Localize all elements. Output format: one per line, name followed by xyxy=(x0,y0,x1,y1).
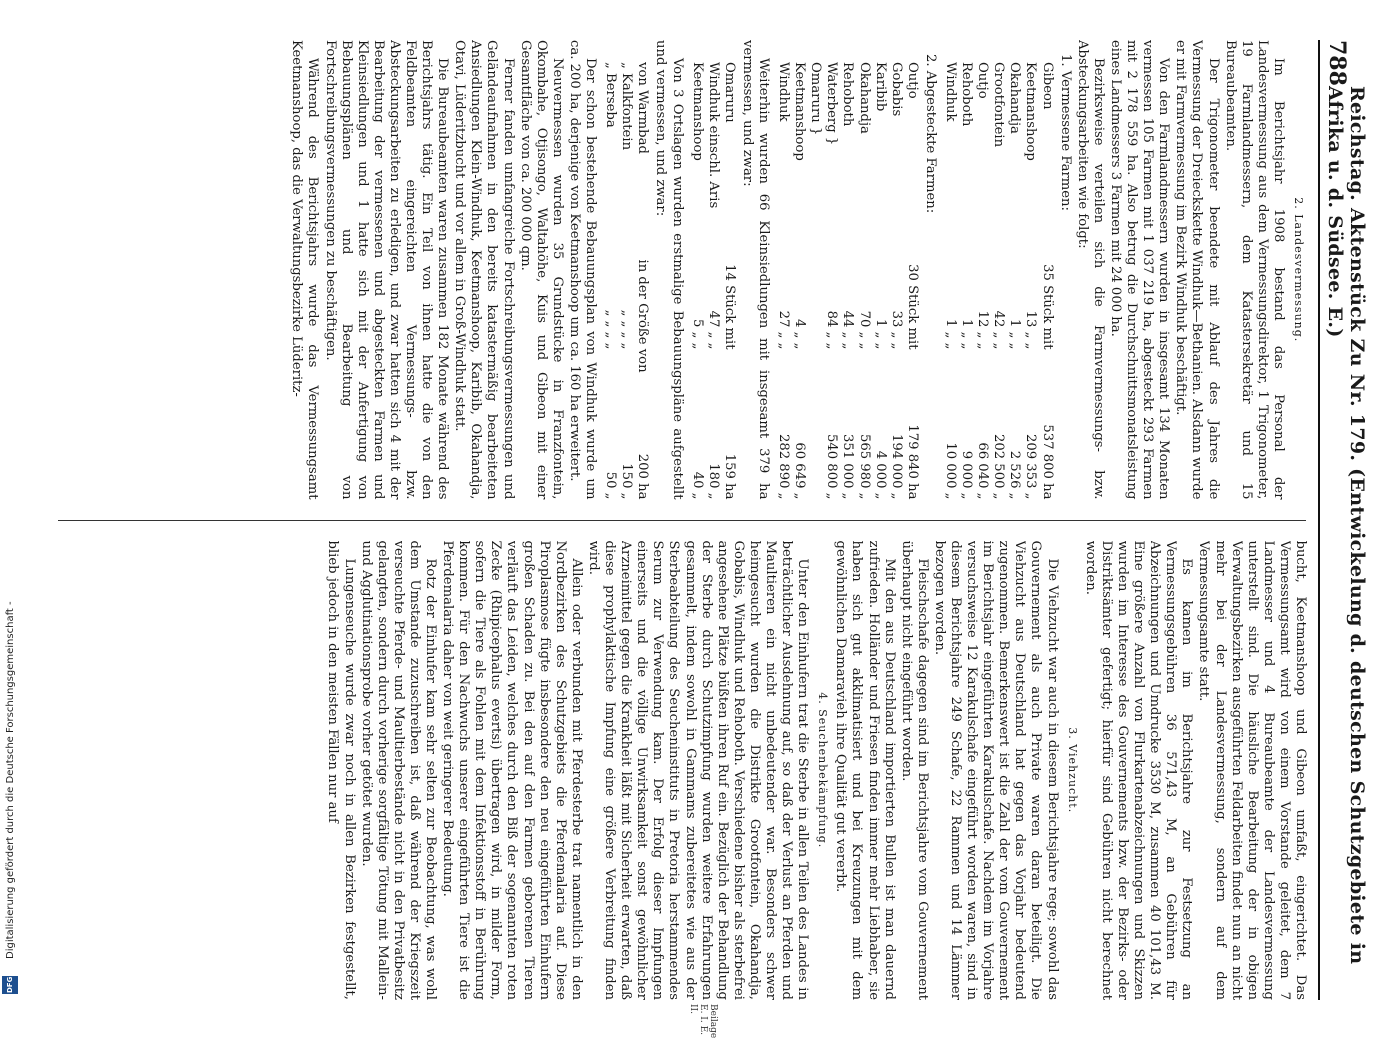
row-quantity: 1 „ „ xyxy=(1007,319,1023,350)
row-name: Keetmanshoop xyxy=(689,62,705,161)
row-quantity: 1 „ „ xyxy=(959,319,975,350)
row-area: 351 000 „ xyxy=(840,433,856,500)
list-row xyxy=(855,40,871,500)
row-quantity: 84 „ „ xyxy=(824,310,840,350)
list-row xyxy=(823,40,839,500)
row-quantity: 12 „ „ xyxy=(975,310,991,350)
list-row xyxy=(618,40,634,500)
row-area: 200 ha xyxy=(635,453,651,500)
row-area: 66 040 „ xyxy=(975,442,991,500)
paragraph: Die Viehzucht war auch in diesem Berichtsjahre rege; sowohl das Gouvernement als auch Private waren daran beteiligt. Die Viehzucht aus Deutschland hat gegen das Vorjahr bedeutend zugenommen. Bemerkenswert ist die Zahl der vom Gouvernement im Berichtsjahr eingeführten Karakulschafe. Nachdem im Vorjahre versuchsweise 12 Karakulschafe eingeführt worden waren, sind in diesem Berichtsjahre 249 Schafe, 22 Rammen und 14 Lämmer bezogen worden. xyxy=(931,540,1060,1000)
row-quantity: 27 „ „ xyxy=(776,310,792,350)
row-name: Okahandja xyxy=(856,62,872,134)
dfg-logo: DFG xyxy=(2,976,18,994)
list-row xyxy=(1022,40,1038,500)
building-plans-list xyxy=(602,40,650,500)
row-area: 209 353 „ xyxy=(1023,433,1039,500)
list-row xyxy=(791,40,807,500)
paragraph: Der schon bestehende Bebauungsplan von Windhuk wurde um ca. 200 ha, derjenige von Keetmanshoop um ca. 160 ha erweitert. xyxy=(566,40,599,500)
paragraph: Während des Berichtsjahrs wurde das Vermessungsamt Keetmanshoop, das die Verwaltungsbezirke Lüderitz- xyxy=(289,40,321,500)
paragraph: Der Trigonometer beendete mit Ablauf des Jahres die Vermessung der Dreieckskette Windhuk—Bethanien. Alsdann wurde er mit Farmvermessung im Bezirk Windhuk beschäftigt. xyxy=(1173,40,1221,500)
row-name: Okahandja xyxy=(1007,62,1023,134)
list-row xyxy=(602,40,618,500)
row-name: Outjo xyxy=(975,62,991,99)
right-column xyxy=(58,541,1308,1001)
row-name: von Warmbad xyxy=(635,62,651,154)
paragraph: Neuvermessen wurden 35 Grundstücke in Franzfontein, Okombahe, Otjisongo, Waltahöhe, Kuis und Gibeon mit einer Gesamtfläche von ca. 200 000 qm. xyxy=(517,40,565,500)
list-heading: 2. Abgesteckte Farmen: xyxy=(922,54,938,214)
row-name: Omaruru } xyxy=(808,62,824,136)
row-quantity: 33 „ „ xyxy=(888,310,904,350)
row-area: 179 840 ha xyxy=(904,424,920,500)
list-row xyxy=(775,40,791,500)
paragraph: Es kamen im Berichtsjahre zur Festsetzung an Vermessungsgebühren 36 571,43 M, an Gebühren für Abzeichnungen und Umdrucke 3530 M, zusammen 40 101,43 M. Eine größere Anzahl von Flurkartenabzeichnungen und Skizzen wurden im Interesse des Gouvernements bzw. der Bezirks- oder Distriktsämter gefertigt; hierfür sind Gebühren nicht berechnet worden. xyxy=(1082,540,1195,1000)
left-column xyxy=(58,40,1308,500)
row-name: Windhuk xyxy=(943,62,959,122)
row-area: 537 800 ha xyxy=(1039,424,1055,500)
section-heading: 2. Landesvermessung. xyxy=(1292,197,1305,343)
paragraph: Rotz der Einhufer kam sehr selten zur Beobachtung, was wohl dem Umstande zuzuschreiben ist, daß während der Kriegszeit verseuchte Pferde- und Maultierbestände nicht in den Privatbesitz gelangten, sondern durch vorherige sorgfältige Tötung mit Mallein- und Agglutinationsprobe vorher getötet wurden. xyxy=(358,540,439,1000)
row-name: Windhuk einschl. Aris xyxy=(705,62,721,209)
row-quantity: 47 „ „ xyxy=(705,310,721,350)
running-title: Reichstag. Aktenstück Zu Nr. 179. (Entwickelung d. deutschen Schutzgebiete in Afrika u. d. Südsee. E.) xyxy=(1324,85,1368,965)
row-area: 150 „ xyxy=(619,463,635,500)
row-quantity: 5 „ „ xyxy=(689,319,705,350)
row-area: 159 ha xyxy=(721,453,737,500)
paragraph: Von 3 Ortslagen wurden erstmalige Bebauungspläne aufgestellt und vermessen, und zwar: xyxy=(653,40,685,500)
row-area: 60 649 „ xyxy=(792,442,808,500)
list-row xyxy=(689,40,705,500)
paragraph: Allein oder verbunden mit Pferdesterbe trat namentlich in den Nordbezirken des Schutzgebiets die Pferdemalaria auf. Diese Piroplasmose fügte insbesondere den neu eingeführten Einhufern großen Schaden zu. Bei den auf den Farmen geborenen Tieren verläuft das Leiden, welches durch den Biß der sogenannten roten Zecke (Rhipicephalus evertsi) übertragen wird, in milder Form, sofern die Tiere als Fohlen mit dem Infektionsstoff in Berührung kommen. Für den Nachwuchs unserer eingeführten Tiere ist die Pferdemalaria daher von weit geringerer Bedeutung. xyxy=(440,540,584,1000)
row-quantity xyxy=(807,260,823,350)
row-area xyxy=(807,350,823,500)
small-settlements-list xyxy=(689,40,737,500)
row-quantity: in der Größe von xyxy=(635,259,651,373)
row-name: Rehoboth xyxy=(840,62,856,127)
row-area: 194 000 „ xyxy=(888,433,904,500)
row-quantity: 4 „ „ xyxy=(792,319,808,350)
row-quantity: „ „ „ „ xyxy=(619,309,635,350)
section-heading: 3. Viehzucht. xyxy=(1065,727,1079,814)
paragraph: Unter den Einhufern trat die Sterbe in allen Teilen des Landes in beträchtlicher Ausdehnung auf, so daß der Verlust an Pferden und Maultieren ein nicht unbedeutender war. Besonders schwer heimgesucht wurden die Distrikte Grootfontein, Okahandja, Gobabis, Windhuk und Rehoboth. Verschiedene bisher als sterbefrei angesehene Plätze büßten ihren Ruf ein. Bezüglich der Behandlung der Sterbe durch Schutzimpfung wurden weitere Erfahrungen gesammelt, indem sowohl in Gammams zubereitetes wie aus der Sterbeabteilung des Seucheninstituts in Pretoria herstammendes Serum zur Verwendung kam. Der Erfolg dieser Impfungen einerseits und die völlige Unwirksamkeit sonst gewöhnlicher Arzneimittel gegen die Krankheit läßt mit Sicherheit erwarten, daß diese prophylaktische Impfung eine größere Verbreitung finden wird. xyxy=(585,540,811,1000)
surveyed-farms-list xyxy=(942,40,1055,500)
credit-text: Digitalisierung gefördert durch die Deutsche Forschungsgemeinschaft - xyxy=(5,601,16,959)
digitization-credit xyxy=(0,0,22,1000)
row-area: 282 890 „ xyxy=(776,433,792,500)
row-area: 202 500 „ xyxy=(991,433,1007,500)
row-area: 4 000 „ xyxy=(872,450,888,500)
paragraph: Ferner fanden umfangreiche Fortschreibungsvermessungen und Geländeaufnahmen in den bereits katastermäßig bearbeiteten Ansiedlungen Klein-Windhuk, Keetmanshoop, Karibib, Okahandja, Otavi, Lüderitzbucht und vor allem in Groß-Windhuk statt. xyxy=(452,40,516,500)
paragraph: Fleischschafe dagegen sind im Berichtsjahre vom Gouvernement überhaupt nicht eingeführt worden. xyxy=(898,540,930,1000)
row-quantity: 70 „ „ xyxy=(856,310,872,350)
list-row xyxy=(904,40,920,500)
row-name: Outjo xyxy=(904,62,920,99)
row-name: Keetmanshoop xyxy=(1023,62,1039,161)
staked-farms-list xyxy=(775,40,920,500)
row-name: Gobabis xyxy=(888,62,904,117)
paragraph: Im Berichtsjahr 1908 bestand das Personal der Landesvermessung aus dem Vermessungsdirektor, 1 Trigonometer, 19 Farmlandmessern, dem Katastersekretär und 15 Bureaubeamten. xyxy=(1222,40,1286,500)
list-row xyxy=(1006,40,1022,500)
column-divider xyxy=(58,520,1306,521)
row-quantity: 42 „ „ xyxy=(991,310,1007,350)
row-area: 565 980 „ xyxy=(856,433,872,500)
list-row xyxy=(705,40,721,500)
scanned-page xyxy=(52,40,1368,1038)
list-heading: 1. Vermessene Farmen: xyxy=(1057,54,1073,211)
margin-note: Beilage E. I. E. II. xyxy=(688,1004,718,1038)
row-quantity: 1 „ „ xyxy=(943,319,959,350)
page-number: 788 xyxy=(1324,40,1350,86)
list-row xyxy=(721,40,737,500)
row-name: Rehoboth xyxy=(959,62,975,127)
paragraph: Die Bureaubeamten waren zusammen 182 Monate während des Berichtsjahrs tätig. Ein Teil von ihnen hatte die von den Feldbeamten eingereichten Vermessungs- bzw. Absteckungsarbeiten zu erledigen, und zwar hatten sich 4 mit der Bearbeitung der vermessenen und abgesteckten Farmen und Kleinsiedlungen und 1 hatte sich mit der Anfertigung von Bebauungsplänen und Bearbeitung von Fortschreibungsvermessungen zu beschäftigen. xyxy=(322,40,451,500)
row-area: 10 000 „ xyxy=(943,442,959,500)
row-name: Grootfontein xyxy=(991,62,1007,148)
row-name: Karibib xyxy=(872,62,888,112)
row-name: „ Kalkfontein xyxy=(619,62,635,151)
list-row xyxy=(974,40,990,500)
list-row xyxy=(958,40,974,500)
row-name: Windhuk xyxy=(776,62,792,122)
list-row xyxy=(634,40,650,500)
paragraph: bucht, Keetmanshoop und Gibeon umfaßt, eingerichtet. Das Vermessungsamt wird von einem Vorstande geleitet, dem 7 Landmesser und 4 Bureaubeamte der Landesvermessung unterstellt sind. Die häusliche Bearbeitung der in obigen Verwaltungsbezirken ausgeführten Feldarbeiten findet nun an nicht mehr bei der Landesvermessung, sondern auf dem Vermessungsamte statt. xyxy=(1196,540,1308,1000)
list-row xyxy=(990,40,1006,500)
row-area: 9 000 „ xyxy=(959,450,975,500)
row-quantity: 35 Stück mit xyxy=(1039,264,1055,350)
list-row xyxy=(888,40,904,500)
page-header xyxy=(1318,40,1368,1000)
row-quantity: 44 „ „ xyxy=(840,310,856,350)
paragraph: Mit den aus Deutschland importierten Bullen ist man dauernd zufrieden. Holländer und Friesen finden immer mehr Liebhaber, sie haben sich gut akklimatisiert und bei Kreuzungen mit dem gewöhnlichen Damaravieh ihre Qualität gut vererbt. xyxy=(833,540,897,1000)
row-area: 2 526 „ xyxy=(1007,450,1023,500)
row-quantity: 30 Stück mit xyxy=(904,264,920,350)
row-name: Omaruru xyxy=(721,62,737,123)
paragraph: Lungenseuche wurde zwar noch in allen Bezirken festgestellt, blieb jedoch in den meisten Fällen nur auf xyxy=(325,540,357,1000)
paragraph: Von den Farmlandmessern wurden in insgesamt 134 Monaten vermessen 105 Farmen mit 1 037 219 ha, abgesteckt 293 Farmen mit 2 178 559 ha. Also betrug die Durchschnittsmonatsleistung eines Landmessers 3 Farmen mit 24 000 ha. xyxy=(1107,40,1172,500)
list-row xyxy=(942,40,958,500)
row-name: „ Berseba xyxy=(603,62,619,128)
paragraph: Weiterhin wurden 66 Kleinsiedlungen mit insgesamt 379 ha vermessen, und zwar: xyxy=(739,40,771,500)
section-heading: 4. Seuchenbekämpfung. xyxy=(816,692,830,849)
row-area: 50 „ xyxy=(603,471,619,500)
list-row xyxy=(839,40,855,500)
row-quantity: „ „ „ „ xyxy=(603,309,619,350)
row-name: Gibeon xyxy=(1039,62,1055,110)
row-area: 180 „ xyxy=(705,463,721,500)
row-area: 40 „ xyxy=(689,471,705,500)
list-row xyxy=(1039,40,1055,500)
row-area: 540 800 „ xyxy=(824,433,840,500)
row-name: Keetmanshoop xyxy=(792,62,808,161)
list-row xyxy=(872,40,888,500)
row-name: Waterberg } xyxy=(824,62,840,146)
row-quantity: 14 Stück mit xyxy=(721,264,737,350)
paragraph: Bezirksweise verteilen sich die Farmvermessungs- bzw. Absteckungsarbeiten wie folgt: xyxy=(1074,40,1106,500)
text-columns xyxy=(58,40,1308,1038)
row-quantity: 1 „ „ xyxy=(872,319,888,350)
row-quantity: 13 „ „ xyxy=(1023,310,1039,350)
list-row xyxy=(807,40,823,500)
